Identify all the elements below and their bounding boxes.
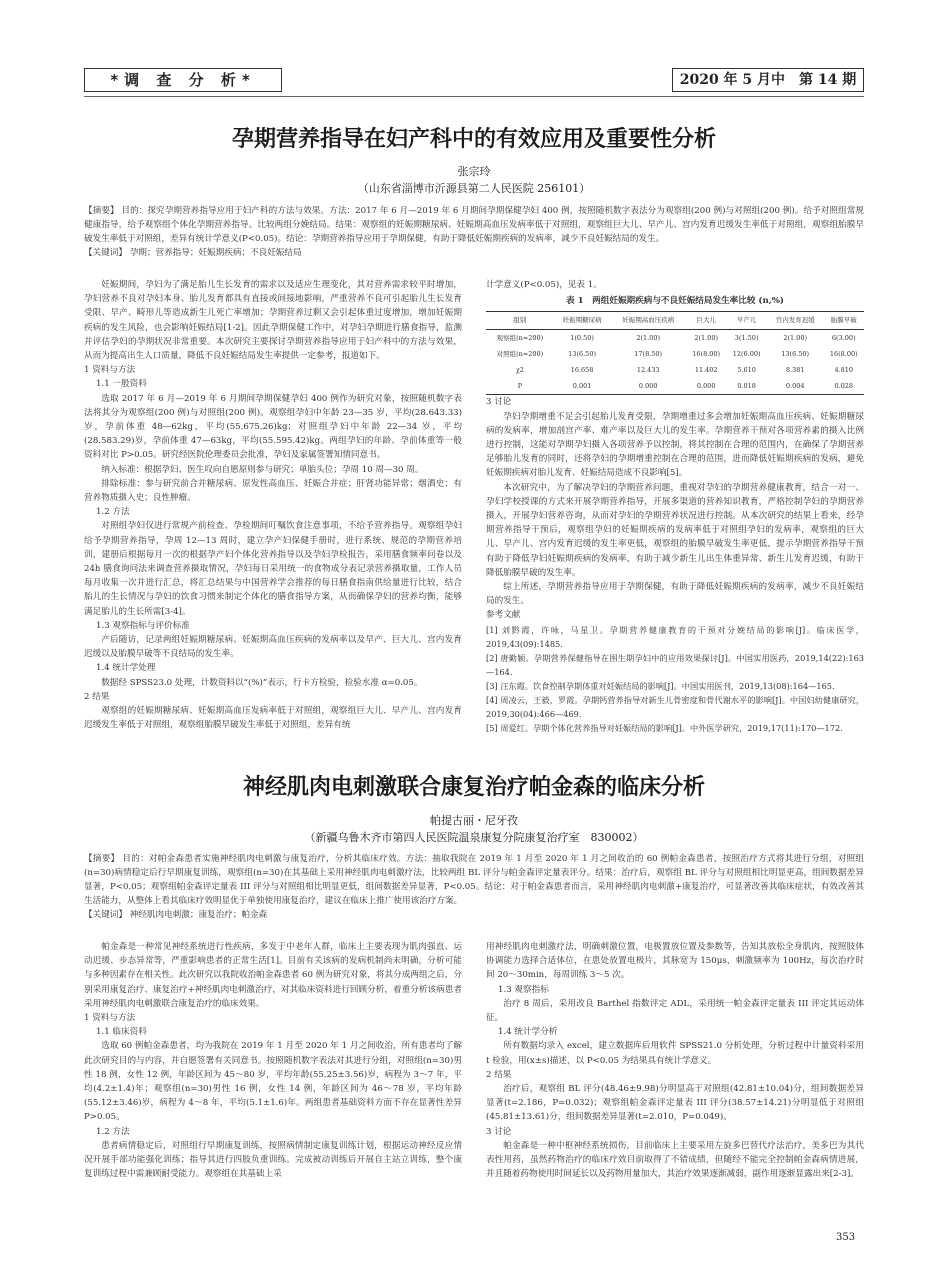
section-heading: 2 结果 bbox=[486, 1069, 512, 1080]
table-header: 妊娠期高血压疾病 bbox=[622, 316, 675, 325]
article1-affiliation: （山东省淄博市沂源县第二人民医院 256101） bbox=[357, 182, 591, 195]
section-label: *调 查 分 析* bbox=[84, 68, 282, 92]
reference-item: [1] 刘黔霞，许咏，马星卫。孕期营养健康教育的干预对分娩结局的影响[J]。临床医学，2019,43(09):1485. bbox=[486, 624, 864, 649]
subsection-heading: 1.4 统计学处理 bbox=[96, 663, 156, 674]
table-row bbox=[486, 378, 864, 395]
table-cell: P bbox=[517, 382, 523, 391]
paragraph: 产后随访，记录两组妊娠期糖尿病、妊娠期高血压疾病的发病率以及早产、巨大儿、宫内发育迟缓以及胎膜早破等不良结局的发生率。 bbox=[84, 635, 462, 660]
paragraph: 帕金森是一种常见神经系统进行性疾病，多发于中老年人群，临床上主要表现为肌肉强直、运动迟缓、步态异常等，严重影响患者的正常生活[1]。目前有关该病的发病机制尚未明确，分析可能与多种因素存在相关性。此次研究以我院收治帕金森患者 60 例为研究对象，将其分成两组之后，分别采用康复治疗、康复治疗+神经肌肉电刺激治疗，对其临床资料进行回顾分析，着重分析该病患者采用神经肌肉电刺激联合康复治疗的临床效果。 bbox=[84, 942, 462, 1009]
keywords: 【关键词】 孕期；营养指导；妊娠期疾病；不良妊娠结局 bbox=[84, 248, 302, 258]
article2-left-column bbox=[84, 940, 462, 1181]
paragraph: 计学意义(P<0.05)，见表 1。 bbox=[486, 280, 602, 290]
article1-abstract bbox=[84, 204, 864, 260]
paragraph: 选取 2017 年 6 月—2019 年 6 月期间孕期保健孕妇 400 例作为研究对象，按照随机数字表法将其分为观察组(200 例)与对照组(200 例)。观察组孕妇中年龄 23—35 岁，平均(28.643.33)岁，孕前体重 48—62kg，平均(55.675.26)kg；对照组孕妇中年龄 22—34 岁，平均(28.583.29)岁，孕前体重 47—63kg，平均(55.595.42)kg。两组孕妇的年龄、孕前体重等一般资料对比 P>0.05。研究经医院伦理委员会批准，孕妇及家属签署知情同意书。 bbox=[84, 393, 462, 461]
paragraph: 观察组的妊娠期糖尿病、妊娠期高血压发病率低于对照组，观察组巨大儿、早产儿、宫内发育迟缓发生率低于对照组，观察组胎膜早破发生率低于对照组，差异有统 bbox=[84, 706, 462, 731]
table-header-row bbox=[486, 312, 864, 329]
article2-abstract bbox=[84, 852, 864, 922]
paragraph: 对照组孕妇仅进行常规产前检查、孕检期间叮嘱饮食注意事项，不给予营养指导。观察组孕妇给予孕期营养指导，孕周 12—13 周时，建立孕产妇保健手册时，进行系统、规范的孕期营养培训，建册后根据每月一次的根据孕产妇个体化营养指导以及孕妇孕检报告，采用膳食频率问卷以及 24h 膳食询问法来调查营养摄取情况，孕妇每日采用统一的食物成分表记录营养摄取量，工作人员每月收集一次并进行汇总，将汇总结果与中国营养学会推荐的每日膳食指南供给量进行比较，结合胎儿的生长情况与孕妇的饮食习惯来制定个体化的膳食指导方案，从而确保孕妇的营养均衡，能够满足胎儿的生长所需[3-4]。 bbox=[84, 521, 462, 617]
issue-label: 2020 年 5 月中 第 14 期 bbox=[672, 68, 864, 92]
section-heading: 1 资料与方法 bbox=[84, 1013, 136, 1024]
paragraph: 用神经肌肉电刺激疗法，明确刺激位置，电极置放位置及参数等，告知其放松全身肌肉，按照肢体协调能力选择合适体位，在患处放置电极片，其脉宽为 150μs，刺激频率为 100Hz，每次治疗时间 20～30min，每周训练 3～5 次。 bbox=[486, 942, 864, 981]
paragraph: 所有数据均录入 excel，建立数据库后用软件 SPSS21.0 分析处理，分析过程中计量资料采用 t 检验，用(x±s)描述，以 P<0.05 为结果具有统计学意义。 bbox=[486, 1041, 864, 1066]
paragraph: 治疗后，观察组 BL 评分(48.46±9.98)分明显高于对照组(42.81±10.04)分，组间数据差异显著(t=2.186，P=0.032)；观察组帕金森评定量表 III 评分(38.57±14.21)分明显低于对照组(45.81±13.61)分，组间数据差异显著(t=2.010，P=0.049)。 bbox=[486, 1084, 864, 1123]
subsection-heading: 1.1 一般资料 bbox=[96, 379, 147, 390]
table-header: 宫内发育迟缓 bbox=[775, 316, 815, 325]
table-header: 早产儿 bbox=[736, 316, 757, 325]
table-cell: 16.658 bbox=[570, 366, 594, 375]
header-rule bbox=[84, 96, 864, 97]
paragraph: 纳入标准：根据孕妇、医生叹向自愿原则参与研究；单胎头位；孕周 10 周—30 周。 bbox=[101, 464, 424, 475]
table-cell: 0.000 bbox=[638, 382, 658, 391]
article2-author: 帕提古丽・尼牙孜 bbox=[430, 814, 518, 827]
table-header: 巨大儿 bbox=[696, 316, 716, 325]
table-cell: 2(1.00) bbox=[636, 333, 661, 342]
article1-right-column bbox=[486, 278, 864, 735]
article1-title: 孕期营养指导在妇产科中的有效应用及重要性分析 bbox=[231, 127, 716, 152]
paragraph: 综上所述，孕期营养指导应用于孕期保健，有助于降低妊娠期疾病的发病率，减少不良妊娠结局的发生。 bbox=[486, 582, 864, 607]
table-header: 妊娠期糖尿病 bbox=[562, 316, 602, 325]
article1-author: 张宗玲 bbox=[457, 165, 491, 178]
table-cell: 5.610 bbox=[737, 366, 756, 375]
table-row bbox=[486, 346, 864, 362]
subsection-heading: 1.2 方法 bbox=[96, 1126, 130, 1137]
section-heading: 3 讨论 bbox=[486, 397, 512, 408]
paragraph: 选取 60 例帕金森患者，均为我院在 2019 年 1 月至 2020 年 1 月之间收治，所有患者均了解此次研究目的与内容，并自愿签署有关同意书。按照随机数字表法对其进行分组，对照组(n=30)男性 18 例，女性 12 例，年龄区间为 45～80 岁，平均年龄(55.25±3.56)岁，病程为 3～7 年，平均(4.2±1.4)年；观察组(n=30)男性 16 例，女性 14 例，年龄区间为 46～78 岁，平均年龄(55.12±3.46)岁，病程为 4～8 年，平均(5.1±1.6)年。两组患者基础资料方面不存在显著性差异 P>0.05。 bbox=[84, 1041, 462, 1123]
table-cell: 0.000 bbox=[696, 382, 716, 391]
subsection-heading: 1.4 统计学分析 bbox=[498, 1027, 558, 1038]
reference-item: [3] 汪东霞。饮食控制孕期体重对妊娠结局的影响[J]。中国实用医刊，2019,13(08):164—165. bbox=[486, 680, 835, 691]
table-cell: χ2 bbox=[515, 366, 524, 375]
paragraph: 治疗 8 周后，采用改良 Barthel 指数评定 ADL，采用统一帕金森评定量表 III 评定其运动体征。 bbox=[486, 998, 864, 1024]
table-cell: 4.810 bbox=[834, 366, 854, 375]
table-cell: 12.433 bbox=[636, 366, 660, 375]
paragraph: 孕妇孕期增重不足会引起胎儿发育受限，孕期增重过多会增加妊娠期高血压疾病、妊娠期糖尿病的发病率，增加剖宫产率、难产率以及巨大儿的发生率。孕期营养干预对各项营养素的摄入比例进行控制，这能对孕期孕妇摄入各项营养予以控制，将其控制在合理的范围内，在确保了孕期营养足够胎儿发育的同时，还将孕妇的孕期增重控制在合理的范围，进而降低妊娠期疾病的发病，避免妊娠期疾病对胎儿发育、妊娠结局造成不良影响[5]。 bbox=[486, 411, 864, 479]
table-cell: 13(6.50) bbox=[568, 349, 596, 358]
reference-item: [4] 周凌云，王毅，罗霞。孕期钙营养指导对新生儿骨密度和骨代谢水平的影响[J]。中国妇幼健康研究，2019,30(04):466—469. bbox=[486, 694, 864, 719]
abstract-text: 【摘要】 目的：对帕金森患者实施神经肌肉电刺激与康复治疗，分析其临床疗效。方法：抽取我院在 2019 年 1 月至 2020 年 1 月之间收治的 60 例帕金森患者，按照治疗方式将其进行分组，对照组(n=30)病情稳定后行早期康复训练，观察组(n=30)在其基础上采用神经肌肉电刺激疗法，比较两组 BL 评分与帕金森评定量表评分。结果：治疗后，观察组 BL 评分与对照组相比明显更高，组间数据差异显著，P<0.05；观察组帕金森评定量表 III 评分与对照组相比明显更低，组间数据差异显著，P<0.05。结论：对于帕金森患者而言，采用神经肌肉电刺激+康复治疗，可显著改善其临床症状，有效改善其生活能力，从整体上看其临床疗效明显优于单独使用康复治疗，建议在临床上推广使用该治疗方案。 bbox=[84, 854, 864, 906]
table-cell: 11.402 bbox=[694, 366, 718, 375]
table-cell: 1(0.50) bbox=[570, 333, 594, 342]
table-cell: 3(1.50) bbox=[734, 333, 759, 342]
table-cell: 0.001 bbox=[572, 382, 592, 391]
subsection-heading: 1.2 方法 bbox=[96, 507, 130, 518]
article1-left-column bbox=[84, 278, 462, 733]
reference-item: [5] 周爱红。孕期个体化营养指导对妊娠结局的影响[J]。中外医学研究，2019,17(11):170—172. bbox=[486, 722, 843, 733]
results-table bbox=[486, 311, 864, 395]
reference-item: [2] 唐勤颖。孕期营养保健指导在围生期孕妇中的应用效果探讨[J]。中国实用医药，2019,14(22):163—164. bbox=[486, 652, 864, 677]
table-cell: 2(1.00) bbox=[694, 333, 719, 342]
article2-affiliation: （新疆乌鲁木齐市第四人民医院温泉康复分院康复治疗室 830002） bbox=[304, 831, 644, 844]
table-row bbox=[486, 362, 864, 378]
paragraph: 排除标准：参与研究前合并糖尿病、原发性高血压、妊娠合并症；肝肾功能异常；烟酒史；有营养物质摄入史；良性肿瘤。 bbox=[84, 478, 462, 504]
paragraph: 数据经 SPSS23.0 处理，计数资料以“(%)”表示，行卡方检验，检验水准 α=0.05。 bbox=[101, 677, 423, 688]
table-cell: 2(1.00) bbox=[783, 333, 808, 342]
table-cell: 16(8.00) bbox=[692, 349, 721, 358]
table-row bbox=[486, 329, 864, 346]
subsection-heading: 1.3 观察指标 bbox=[498, 984, 549, 995]
references-heading: 参考文献 bbox=[486, 610, 521, 621]
section-heading: 1 资料与方法 bbox=[84, 365, 136, 376]
table-cell: 0.018 bbox=[737, 382, 756, 391]
article2-right-column bbox=[486, 940, 864, 1181]
table-cell: 观察组(n=200) bbox=[496, 333, 544, 342]
paragraph: 患者病情稳定后，对照组行早期康复训练，按照病情制定康复训练计划，根据运动神经反应情况开展手部功能强化训练；指导其进行四肢负重训练。完成被动训练后开展自主站立训练，整个康复训练过程中需兼顾耐受能力。观察组在其基础上采 bbox=[84, 1140, 462, 1180]
section-heading: 3 讨论 bbox=[486, 1126, 512, 1137]
section-heading: 2 结果 bbox=[84, 691, 110, 702]
subsection-heading: 1.3 观察指标与评价标准 bbox=[96, 620, 190, 631]
table-cell: 13(6.50) bbox=[781, 349, 810, 358]
table-cell: 8.381 bbox=[785, 366, 805, 375]
page-number: 353 bbox=[836, 1232, 856, 1243]
paragraph: 帕金森是一种中枢神经系统损伤，目前临床上主要采用左旋多巴替代疗法治疗，美多巴为其代表性用药，虽然药物治疗的临床疗效目前取得了不错成绩，但随经不能完全控制帕金森病情进展，并且随着药物使用时间延长以及药物用量加大，其治疗效果逐渐减弱，副作用逐渐显露出来[2-3]。 bbox=[486, 1140, 864, 1180]
reference-list bbox=[486, 623, 864, 735]
table-cell: 6(3.00) bbox=[831, 333, 856, 342]
table-cell: 12(6.00) bbox=[732, 349, 761, 358]
table-cell: 0.028 bbox=[834, 382, 854, 391]
table-cell: 17(8.50) bbox=[634, 349, 663, 358]
table-header: 组别 bbox=[513, 316, 527, 325]
paragraph: 本次研究中，为了解决孕妇的孕期营养问题，重视对孕妇的孕期营养健康教育，结合一对一、孕妇学校授课的方式来开展孕期营养指导，开展多渠道的营养知识教育，严格控制孕妇的孕期营养摄入，开展孕妇营养咨询，从而对孕妇的孕期营养状况进行控制。从本次研究的结果上看来，经孕期营养指导干预后，观察组孕妇的妊娠期疾病的发病率低于对照组孕妇的发病率，观察组的巨大儿、早产儿、宫内发育迟缓的发生率更低，观察组的胎膜早破发生率更低，提示孕期营养指导干预有助于降低孕妇妊娠期疾病的发病率，有助于减少新生儿出生体重异常、新生儿发育迟缓，有助于降低胎膜早破的发生率。 bbox=[486, 482, 864, 578]
article2-title: 神经肌肉电刺激联合康复治疗帕金森的临床分析 bbox=[242, 775, 705, 800]
table-header: 胎膜早破 bbox=[830, 316, 857, 325]
table-cell: 对照组(n=200) bbox=[496, 349, 544, 358]
keywords: 【关键词】 神经肌肉电刺激；康复治疗；帕金森 bbox=[84, 910, 268, 920]
abstract-text: 【摘要】 目的：探究孕期营养指导应用于妇产科的方法与效果。方法：2017 年 6 月—2019 年 6 月期间孕期保健孕妇 400 例，按照随机数字表法分为观察组(200 例)与对照组(200 例)。给予对照组常规健康指导，给予观察组个体化孕期营养指导。比较两组分娩结局。结果：观察组的妊娠期糖尿病、妊娠期高血压发病率低于对照组，观察组巨大儿、早产儿、宫内发育迟缓发生率低于对照组，观察组胎膜早破发生率低于对照组，差异有统计学意义(P<0.05)。结论：孕期营养指导应用于孕期保健，有助于降低妊娠期疾病的发病率，减少不良妊娠结局的发生。 bbox=[84, 206, 864, 244]
table-caption: 表 1 两组妊娠期疾病与不良妊娠结局发生率比较 (n,%) bbox=[566, 296, 784, 307]
paragraph: 妊娠期间，孕妇为了满足胎儿生长发育的需求以及适应生理变化，其对营养需求较平时增加，孕妇营养不良对孕妇本身、胎儿发育都具有直接或间接地影响，严重营养不良可引起胎儿生长发育受限、早产、畸形儿等造成新生儿死亡率增加；孕期营养过剩又会引起体重过度增加，增加妊娠期疾病的发生风险，也会影响妊娠结局[1-2]。因此孕期保健工作中，对孕妇孕期进行膳食指导，监测并评估孕妇的孕期状况非常重要。本次研究主要探讨孕期营养指导应用于妇产科中的方法与效果，从而为提高出生人口质量，降低不良妊娠结局发生率提供一定参考，报道如下。 bbox=[84, 280, 462, 362]
subsection-heading: 1.1 临床资料 bbox=[96, 1027, 147, 1038]
table-cell: 0.004 bbox=[785, 382, 805, 391]
table-cell: 16(8.00) bbox=[829, 349, 858, 358]
